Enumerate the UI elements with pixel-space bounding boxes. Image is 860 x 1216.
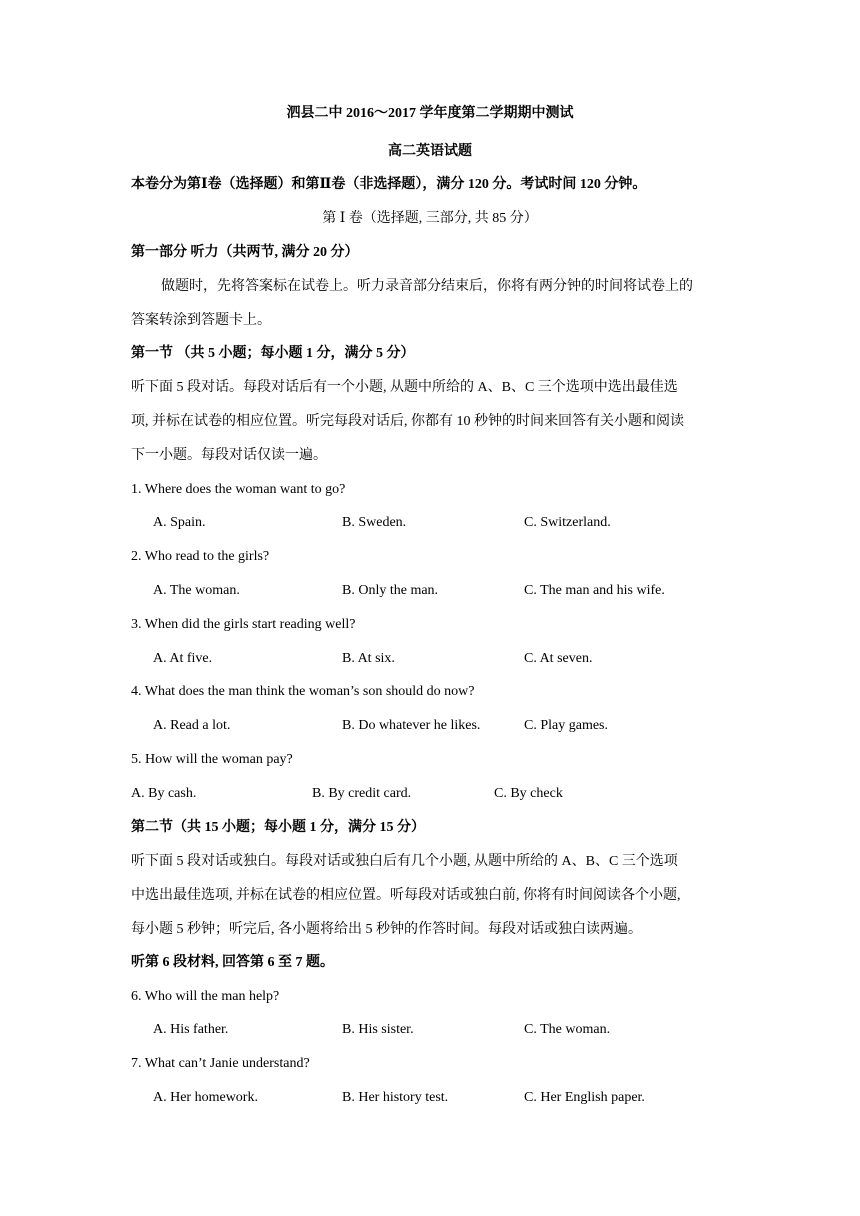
question-5-option-c: C. By check [494, 786, 563, 801]
question-1-option-c: C. Switzerland. [524, 515, 611, 530]
question-5-option-b: B. By credit card. [312, 786, 412, 801]
question-5-option-a: A. By cash. [131, 786, 197, 801]
question-7-option-a: A. Her homework. [153, 1090, 258, 1105]
question-4-option-b: B. Do whatever he likes. [342, 718, 481, 733]
part1-instruction-cont: 答案转涂到答题卡上。 [131, 313, 271, 328]
exam-title: 泗县二中 2016～2017 学年度第二学期期中测试 [286, 106, 574, 121]
section2-instruction: 听下面 5 段对话或独白。每段对话或独白后有几个小题, 从题中所给的 A、B、C 三个选项 [131, 854, 678, 869]
part1-instruction: 做题时，先将答案标在试卷上。听力录音部分结束后，你将有两分钟的时间将试卷上的 [161, 279, 693, 294]
question-2-option-a: A. The woman. [153, 583, 240, 598]
question-2-option-c: C. The man and his wife. [524, 583, 665, 598]
question-3-option-b: B. At six. [342, 651, 395, 666]
question-5: 5. How will the woman pay? [131, 752, 293, 767]
question-4: 4. What does the man think the woman’s son should do now? [131, 684, 475, 699]
exam-intro: 本卷分为第Ⅰ卷（选择题）和第Ⅱ卷（非选择题），满分 120 分。考试时间 120 分钟。 [131, 177, 647, 192]
question-1-option-b: B. Sweden. [342, 515, 407, 530]
question-6-option-b: B. His sister. [342, 1022, 414, 1037]
section1-instruction: 听下面 5 段对话。每段对话后有一个小题, 从题中所给的 A、B、C 三个选项中选出最佳选 [131, 380, 678, 395]
question-7: 7. What can’t Janie understand? [131, 1056, 310, 1071]
question-6: 6. Who will the man help? [131, 989, 280, 1004]
section1-heading: 第一节 （共 5 小题；每小题 1 分，满分 5 分） [131, 346, 415, 361]
material-6-heading: 听第 6 段材料, 回答第 6 至 7 题。 [131, 955, 334, 970]
section1-instruction-cont: 项, 并标在试卷的相应位置。听完每段对话后, 你都有 10 秒钟的时间来回答有关小题和阅读 [131, 414, 684, 429]
part1-heading: 第一部分 听力（共两节, 满分 20 分） [131, 245, 359, 260]
question-1-option-a: A. Spain. [153, 515, 206, 530]
question-4-option-a: A. Read a lot. [153, 718, 231, 733]
question-7-option-c: C. Her English paper. [524, 1090, 645, 1105]
exam-subtitle: 高二英语试题 [388, 144, 472, 159]
question-4-option-c: C. Play games. [524, 718, 608, 733]
question-1: 1. Where does the woman want to go? [131, 482, 346, 497]
question-6-option-a: A. His father. [153, 1022, 229, 1037]
question-3-option-c: C. At seven. [524, 651, 593, 666]
question-3-option-a: A. At five. [153, 651, 213, 666]
question-2: 2. Who read to the girls? [131, 549, 270, 564]
question-7-option-b: B. Her history test. [342, 1090, 449, 1105]
section2-heading: 第二节（共 15 小题；每小题 1 分，满分 15 分） [131, 820, 425, 835]
section2-instruction-end: 每小题 5 秒钟；听完后, 各小题将给出 5 秒钟的作答时间。每段对话或独白读两遍。 [131, 922, 642, 937]
question-3: 3. When did the girls start reading well? [131, 617, 356, 632]
section2-instruction-cont: 中选出最佳选项, 并标在试卷的相应位置。听每段对话或独白前, 你将有时间阅读各个小题, [131, 888, 681, 903]
question-2-option-b: B. Only the man. [342, 583, 439, 598]
volume-heading: 第 Ⅰ 卷（选择题, 三部分, 共 85 分） [322, 211, 538, 226]
question-6-option-c: C. The woman. [524, 1022, 611, 1037]
section1-instruction-end: 下一小题。每段对话仅读一遍。 [131, 448, 327, 463]
